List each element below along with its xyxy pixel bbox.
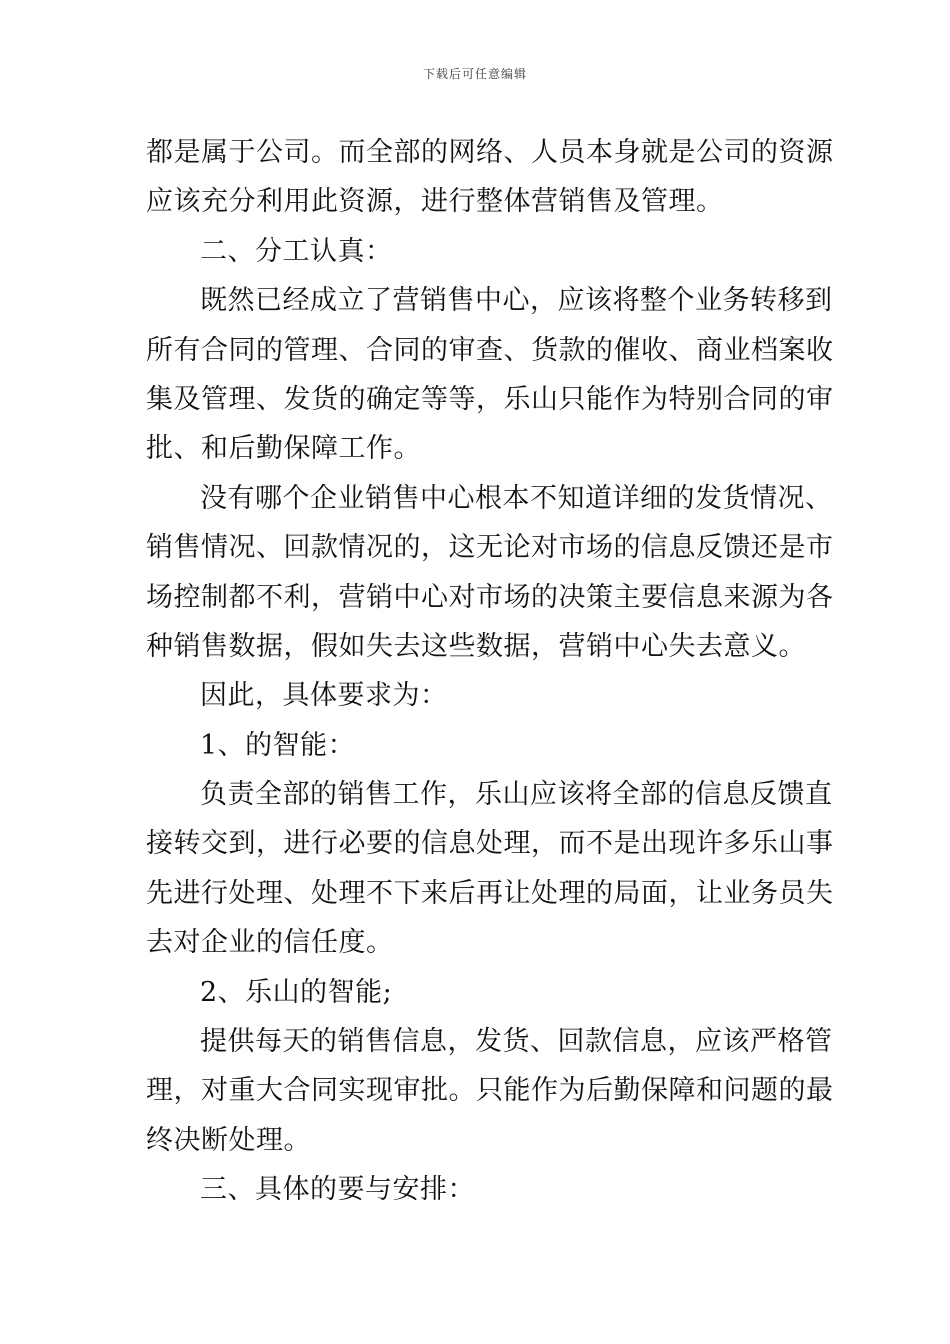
subsection-heading: 1、的智能： [200,729,356,761]
text-line: 理，对重大合同实现审批。只能作为后勤保障和问题的最 [146,1075,834,1107]
text-line: 接转交到，进行必要的信息处理，而不是出现许多乐山事 [146,828,834,860]
text-line: 应该充分利用此资源，进行整体营销售及管理。 [146,186,724,218]
text-line: 负责全部的销售工作，乐山应该将全部的信息反馈直 [200,779,833,811]
text-line: 都是属于公司。而全部的网络、人员本身就是公司的资源 [146,137,834,168]
text-line: 因此，具体要求为： [200,680,448,712]
text-line: 既然已经成立了营销售中心，应该将整个业务转移到 [200,285,833,317]
section-heading: 三、具体的要与安排： [200,1174,475,1206]
text-line: 场控制都不利，营销中心对市场的决策主要信息来源为各 [146,581,834,613]
text-line: 销售情况、回款情况的，这无论对市场的信息反馈还是市 [146,532,834,564]
text-line: 批、和后勤保障工作。 [146,433,421,465]
text-line: 终决断处理。 [146,1124,311,1156]
page-header: 下载后可任意编辑 [422,67,527,81]
text-line: 集及管理、发货的确定等等，乐山只能作为特别合同的审 [146,383,834,415]
text-line: 先进行处理、处理不下来后再让处理的局面，让业务员失 [146,877,834,909]
document-body [146,128,834,1215]
text-line: 去对企业的信任度。 [146,927,394,959]
text-line: 所有合同的管理、合同的审查、货款的催收、商业档案收 [146,334,834,366]
text-line: 提供每天的销售信息，发货、回款信息，应该严格管 [200,1026,833,1058]
text-line: 种销售数据，假如失去这些数据，营销中心失去意义。 [146,630,806,662]
subsection-heading: 2、乐山的智能; [200,976,393,1008]
text-line: 没有哪个企业销售中心根本不知道详细的发货情况、 [200,482,833,514]
section-heading: 二、分工认真： [200,235,393,267]
